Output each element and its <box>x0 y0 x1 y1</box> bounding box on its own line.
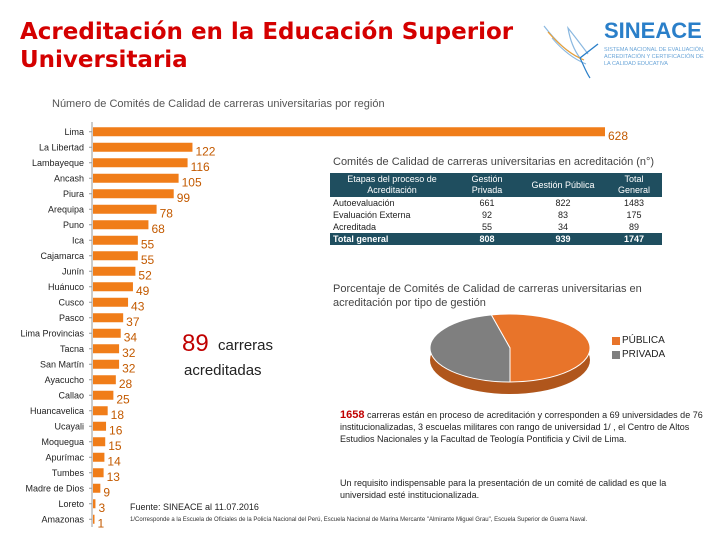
table-cell: 55 <box>481 222 492 232</box>
category-label: La Libertad <box>38 142 84 153</box>
table-cell: 89 <box>628 222 639 232</box>
pie-chart-title: Porcentaje de Comités de Calidad de carreras universitarias en acreditación por tipo de gestión <box>333 283 642 309</box>
bar <box>93 499 95 508</box>
value-label: 15 <box>108 438 122 453</box>
accredited-word-acreditadas: acreditadas <box>184 362 262 379</box>
bar <box>93 282 133 291</box>
footnote-text: 1/Corresponde a la Escuela de Oficiales de la Policía Nacional del Perú, Escuela Nacional de Marina Mercante "Almirante Miguel Grau", Escuela Superior de Guerra Naval. <box>130 517 588 523</box>
value-label: 99 <box>176 190 191 205</box>
table-cell: Acreditada <box>333 222 377 232</box>
value-label: 16 <box>109 423 123 438</box>
bar <box>93 515 95 524</box>
bar <box>93 422 106 431</box>
value-label: 52 <box>138 268 152 283</box>
category-label: Huancavelica <box>29 405 84 416</box>
table-header-cell: Gestión Privada <box>471 174 503 195</box>
page-title-line2: Universitaria <box>20 47 188 73</box>
table-header-cell: Etapas del proceso de Acreditación <box>347 174 437 195</box>
category-label: Ucayali <box>54 421 84 432</box>
category-label: Piura <box>62 188 84 199</box>
table-header-row <box>330 173 662 197</box>
legend-swatch <box>612 351 620 359</box>
legend-label: PRIVADA <box>622 349 666 360</box>
table-cell: 92 <box>481 210 492 220</box>
bar <box>93 453 104 462</box>
value-label: 55 <box>140 237 155 252</box>
value-label: 1 <box>97 516 105 528</box>
category-label: Lambayeque <box>31 157 84 168</box>
bar <box>93 437 105 446</box>
accreditation-table <box>330 173 662 245</box>
bar <box>93 205 157 214</box>
bar <box>93 375 116 384</box>
value-label: 105 <box>181 175 202 190</box>
table-row <box>330 221 662 233</box>
value-label: 32 <box>122 361 136 376</box>
page-title-line1: Acreditación en la Educación Superior <box>20 19 514 45</box>
bar-chart-title: Número de Comités de Calidad de carreras universitarias por región <box>52 98 385 110</box>
value-label: 628 <box>608 128 629 143</box>
bar <box>93 158 188 167</box>
category-label: Junín <box>61 266 84 277</box>
table-cell: 822 <box>555 198 571 208</box>
category-label: Apurímac <box>45 452 84 463</box>
category-label: Lima Provincias <box>20 328 84 339</box>
management-pie-chart <box>420 308 600 408</box>
value-label: 18 <box>110 407 125 422</box>
process-note <box>340 409 705 445</box>
category-label: Tacna <box>59 343 84 354</box>
accredited-count: 89 <box>182 330 209 357</box>
value-label: 43 <box>131 299 145 314</box>
value-label: 78 <box>159 206 173 221</box>
bar <box>93 174 179 183</box>
source-text: Fuente: SINEACE al 11.07.2016 <box>130 502 259 512</box>
value-label: 55 <box>140 252 155 267</box>
table-row <box>330 197 662 209</box>
legend-label: PÚBLICA <box>622 335 665 346</box>
table-cell: 83 <box>557 210 568 220</box>
category-label: Pasco <box>58 312 84 323</box>
bar <box>93 236 138 245</box>
table-cell: Total general <box>330 233 454 245</box>
legend-item-privada <box>612 349 665 360</box>
value-label: 49 <box>135 283 150 298</box>
category-label: Ica <box>71 235 84 246</box>
bar <box>93 360 119 369</box>
value-label: 25 <box>116 392 130 407</box>
value-label: 14 <box>107 454 121 469</box>
process-note-text: carreras están en proceso de acreditación y corresponden a 69 universidades de 76 institucionalizadas, 3 escuelas militares con rango de universidad 1/ , el Centro de Altos Estudios Nacionales y la Facultad de Teología Pontificia y Civil de Lima. <box>340 410 703 444</box>
bar <box>93 189 174 198</box>
legend-swatch <box>612 337 620 345</box>
table-cell: 34 <box>557 222 568 232</box>
category-label: Cajamarca <box>40 250 84 261</box>
table-cell: 1483 <box>623 198 645 208</box>
table-cell: 939 <box>520 233 606 245</box>
table-cell: 175 <box>626 210 642 220</box>
table-row <box>330 209 662 221</box>
category-label: San Martín <box>39 359 84 370</box>
accredited-word-carreras: carreras <box>218 337 274 354</box>
table-cell: 808 <box>454 233 520 245</box>
table-cell: Autoevaluación <box>333 198 395 208</box>
table-header-cell: Total General <box>617 174 651 195</box>
category-label: Ancash <box>53 173 84 184</box>
bar <box>93 468 104 477</box>
table-header-cell: Gestión Pública <box>531 179 595 190</box>
bar <box>93 251 138 260</box>
hummingbird-logo-icon <box>540 14 604 84</box>
value-label: 9 <box>103 485 111 500</box>
category-label: Moquegua <box>41 436 84 447</box>
bar <box>93 313 123 322</box>
bar <box>93 344 119 353</box>
category-label: Ayacucho <box>44 374 84 385</box>
value-label: 32 <box>122 345 136 360</box>
bar <box>93 484 100 493</box>
category-label: Loreto <box>58 498 84 509</box>
table-cell: 661 <box>479 198 495 208</box>
category-label: Amazonas <box>41 514 84 525</box>
category-label: Madre de Dios <box>25 483 84 494</box>
category-label: Huánuco <box>47 281 84 292</box>
bar <box>93 143 192 152</box>
value-label: 122 <box>195 144 216 159</box>
table-cell: Evaluación Externa <box>333 210 411 220</box>
category-label: Puno <box>62 219 84 230</box>
bar <box>93 267 135 276</box>
logo-subtext: SISTEMA NACIONAL DE EVALUACIÓN, ACREDITACIÓN Y CERTIFICACIÓN DE LA CALIDAD EDUCATIVA <box>604 47 705 67</box>
legend-item-publica <box>612 335 665 346</box>
category-label: Callao <box>58 390 84 401</box>
process-count: 1658 <box>340 409 365 421</box>
bar <box>93 127 605 136</box>
bar <box>93 298 128 307</box>
value-label: 28 <box>118 376 133 391</box>
category-label: Lima <box>64 126 84 137</box>
bar <box>93 329 121 338</box>
value-label: 34 <box>123 330 138 345</box>
value-label: 37 <box>126 314 140 329</box>
sineace-logo <box>540 14 710 84</box>
pie-legend <box>612 335 665 363</box>
logo-name: SINEACE <box>604 18 702 43</box>
bar <box>93 220 148 229</box>
page-title <box>20 18 540 74</box>
table-cell: 1747 <box>606 233 662 245</box>
requirement-note: Un requisito indispensable para la presentación de un comité de calidad es que la universidad esté institucionalizada. <box>340 478 667 500</box>
value-label: 68 <box>151 221 165 236</box>
bar <box>93 391 113 400</box>
category-label: Arequipa <box>47 204 84 215</box>
table-title: Comités de Calidad de carreras universitarias en acreditación (n°) <box>333 156 655 168</box>
bar <box>93 406 108 415</box>
category-label: Tumbes <box>51 467 84 478</box>
category-label: Cusco <box>58 297 84 308</box>
value-label: 13 <box>106 469 120 484</box>
value-label: 3 <box>98 500 106 515</box>
value-label: 116 <box>190 159 210 174</box>
table-total-row <box>330 233 662 245</box>
